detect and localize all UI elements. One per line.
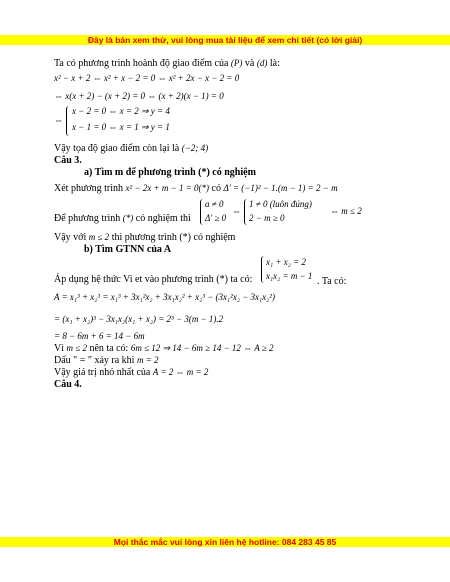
A-expansion-2: = (x₁ + x₂)³ − 3x₁x₂(x₁ + x₂) = 2³ − 3(m − 1).2: [54, 314, 224, 324]
intro-line: [54, 58, 280, 70]
vi-cond: m ≤ 2: [66, 343, 87, 353]
de-star: (*): [122, 213, 134, 223]
apdung-text: Áp dụng hệ thức Vi et vào phương trình (*) ta có:: [54, 274, 253, 285]
cau4-heading: Câu 4.: [54, 379, 82, 390]
gtnn-text: Vậy giá trị nhỏ nhất của: [54, 367, 151, 378]
xet-equation: x² − 2x + m − 1 = 0(*): [125, 183, 210, 193]
xet-line: [54, 183, 338, 195]
de-text: [54, 213, 191, 225]
A-expansion-1: A = x₁³ + x₂³ = x₁³ + 3x₁²x₂ + 3x₁x₂² + x₂³ − (3x₁²x₂ − 3x₁x₂²): [54, 292, 275, 302]
sys1-a: a ≠ 0: [205, 199, 224, 209]
vi-text-2: nên ta có:: [89, 343, 129, 354]
preview-banner: Đây là bản xem thử, vui lòng mua tài liệu để xem chi tiết (có lời giải): [0, 35, 450, 45]
vay-cond: m ≤ 2: [88, 232, 110, 242]
intro-text: Ta có phương trình hoành độ giao điểm của: [54, 58, 229, 69]
coord-text: Vậy tọa độ giao điểm còn lại là: [54, 143, 180, 154]
A-expansion-3: = 8 − 6m + 6 = 14 − 6m: [54, 331, 145, 341]
xet-co: có: [211, 183, 221, 194]
apdung-tail: . Ta có:: [317, 276, 347, 287]
intro-end: là:: [269, 58, 280, 69]
coord-value: (−2; 4): [181, 143, 209, 153]
part-a-heading: a) Tìm m để phương trình (*) có nghiệm: [84, 167, 256, 178]
dau-equation: m = 2: [136, 355, 159, 365]
vieta-sum: x₁ + x₂ = 2: [266, 257, 306, 267]
de-arrow: ⇔: [232, 206, 241, 216]
vay-line: [54, 232, 235, 244]
delta-equation: Δ' = (−1)² − 1.(m − 1) = 2 − m: [223, 183, 338, 193]
hotline-banner: Mọi thắc mắc vui lòng xin liên hệ hotline: 084 283 45 85: [0, 537, 450, 547]
vi-equation: 6m ≤ 12 ⇒ 14 − 6m ≥ 14 − 12 ⇔ A ≥ 2: [130, 343, 274, 353]
equation-3-lead: ⇔: [54, 115, 63, 125]
vay-text: Vậy với: [54, 232, 87, 243]
and-text: và: [244, 58, 255, 69]
sys1-b: Δ' ≥ 0: [205, 213, 227, 223]
equation-3-line1: x − 2 = 0 ⇔ x = 2 ⇒ y = 4: [72, 106, 170, 116]
part-b-heading: b) Tìm GTNN của A: [84, 244, 172, 255]
sys2-a: 1 ≠ 0 (luôn đúng): [249, 199, 312, 209]
dau-line: [54, 355, 159, 367]
de-text-1: Để phương trình: [54, 213, 121, 224]
equation-2: ⇔ x(x + 2) − (x + 2) = 0 ⇔ (x + 2)(x − 1) = 0: [54, 91, 224, 101]
parabola-label: (P): [230, 58, 243, 68]
xet-text: Xét phương trình: [54, 183, 124, 194]
vay-text-2: thì phương trình (*) có nghiệm: [111, 232, 236, 243]
dau-text: Dấu " = " xảy ra khi: [54, 355, 135, 366]
de-result: ⇔ m ≤ 2: [330, 206, 362, 216]
cau3-heading: Câu 3.: [54, 155, 82, 166]
equation-3-line2: x − 1 = 0 ⇔ x = 1 ⇒ y = 1: [72, 122, 170, 132]
line-label: (d): [256, 58, 268, 68]
coord-line: [54, 143, 208, 155]
sys2-b: 2 − m ≥ 0: [249, 213, 285, 223]
equation-1: x² − x + 2 ⇔ x² + x − 2 = 0 ⇔ x² + 2x − x − 2 = 0: [54, 73, 240, 83]
system-brace: [66, 106, 71, 136]
gtnn-line: [54, 367, 208, 379]
vi-text: Vì: [54, 343, 64, 354]
vieta-product: x₁x₂ = m − 1: [266, 271, 313, 281]
gtnn-equation: A = 2 ⇔ m = 2: [152, 367, 209, 377]
de-text-2: có nghiệm thì: [135, 213, 191, 224]
vi-line: [54, 343, 274, 355]
